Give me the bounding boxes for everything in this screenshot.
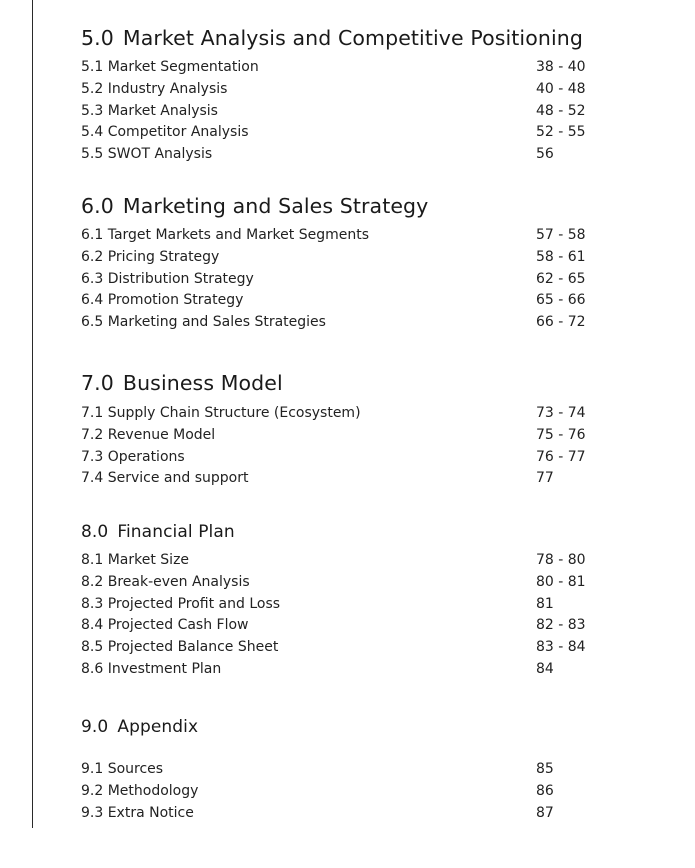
section-heading <box>81 522 601 542</box>
page-left-border <box>32 0 33 828</box>
section-entries <box>81 550 601 681</box>
entry-label: 8.6 Investment Plan <box>81 660 222 677</box>
toc-entry[interactable] <box>81 615 601 637</box>
entry-label: 7.1 Supply Chain Structure (Ecosystem) <box>81 405 361 421</box>
section-number: 5.0 <box>81 26 114 50</box>
toc-entry[interactable] <box>81 759 601 781</box>
toc-entry[interactable] <box>81 550 601 572</box>
section-heading <box>81 194 601 218</box>
entry-pages: 56 <box>536 146 554 163</box>
entry-label: 5.5 SWOT Analysis <box>81 146 213 163</box>
section-entries <box>81 759 601 824</box>
entry-label: 8.1 Market Size <box>81 552 190 568</box>
toc-entry[interactable] <box>81 447 601 469</box>
entry-pages: 78 - 80 <box>536 552 586 568</box>
toc-entry[interactable] <box>81 312 601 334</box>
entry-label: 8.2 Break-even Analysis <box>81 573 250 590</box>
entry-label: 9.3 Extra Notice <box>81 804 194 821</box>
entry-pages: 80 - 81 <box>536 573 586 590</box>
toc-entry[interactable] <box>81 122 601 144</box>
entry-label: 9.2 Methodology <box>81 782 199 799</box>
toc-entry[interactable] <box>81 101 601 123</box>
entry-label: 6.1 Target Markets and Market Segments <box>81 227 370 243</box>
entry-pages: 58 - 61 <box>536 248 586 265</box>
toc-section-7 <box>81 371 601 490</box>
section-title: Marketing and Sales Strategy <box>122 194 429 218</box>
toc-entry[interactable] <box>81 468 601 490</box>
toc-entry[interactable] <box>81 290 601 312</box>
toc-section-8 <box>81 522 601 681</box>
entry-label: 7.3 Operations <box>81 448 185 465</box>
section-entries <box>81 225 601 334</box>
entry-label: 5.1 Market Segmentation <box>81 59 259 75</box>
entry-pages: 87 <box>536 804 554 821</box>
entry-label: 6.5 Marketing and Sales Strategies <box>81 314 326 331</box>
toc-entry[interactable] <box>81 144 601 166</box>
toc-entry[interactable] <box>81 594 601 616</box>
toc-entry[interactable] <box>81 425 601 447</box>
entry-pages: 65 - 66 <box>536 292 586 309</box>
entry-label: 8.5 Projected Balance Sheet <box>81 639 279 656</box>
entry-label: 5.4 Competitor Analysis <box>81 124 249 141</box>
section-title: Financial Plan <box>117 522 235 542</box>
entry-label: 5.2 Industry Analysis <box>81 80 228 97</box>
entry-label: 8.3 Projected Profit and Loss <box>81 595 281 612</box>
entry-pages: 62 - 65 <box>536 270 586 287</box>
section-number: 7.0 <box>81 371 114 395</box>
toc-entry[interactable] <box>81 79 601 101</box>
section-title: Market Analysis and Competitive Positioning <box>122 26 583 50</box>
entry-label: 6.2 Pricing Strategy <box>81 248 220 265</box>
toc-entry[interactable] <box>81 269 601 291</box>
section-entries <box>81 57 601 166</box>
entry-pages: 48 - 52 <box>536 102 586 119</box>
entry-pages: 73 - 74 <box>536 405 586 421</box>
entry-pages: 86 <box>536 782 554 799</box>
section-title: Business Model <box>122 371 283 395</box>
entry-pages: 82 - 83 <box>536 617 586 634</box>
toc-entry[interactable] <box>81 637 601 659</box>
entry-pages: 81 <box>536 595 554 612</box>
section-number: 9.0 <box>81 717 109 737</box>
entry-pages: 76 - 77 <box>536 448 586 465</box>
section-number: 8.0 <box>81 522 109 542</box>
toc-entry[interactable] <box>81 247 601 269</box>
toc-section-5 <box>81 26 601 166</box>
toc-entry[interactable] <box>81 572 601 594</box>
entry-pages: 85 <box>536 761 554 777</box>
entry-pages: 75 - 76 <box>536 426 586 443</box>
entry-label: 6.4 Promotion Strategy <box>81 292 244 309</box>
entry-pages: 38 - 40 <box>536 59 586 75</box>
toc-entry[interactable] <box>81 803 601 825</box>
toc-entry[interactable] <box>81 781 601 803</box>
entry-pages: 84 <box>536 660 554 677</box>
section-heading <box>81 717 601 737</box>
section-number: 6.0 <box>81 194 114 218</box>
section-heading <box>81 26 601 50</box>
entry-pages: 77 <box>536 470 554 487</box>
entry-label: 9.1 Sources <box>81 761 164 777</box>
entry-label: 8.4 Projected Cash Flow <box>81 617 249 634</box>
entry-label: 7.2 Revenue Model <box>81 426 216 443</box>
toc-entry[interactable] <box>81 225 601 247</box>
entry-label: 7.4 Service and support <box>81 470 249 487</box>
entry-label: 5.3 Market Analysis <box>81 102 218 119</box>
toc-entry[interactable] <box>81 403 601 425</box>
section-heading <box>81 371 601 395</box>
toc-entry[interactable] <box>81 57 601 79</box>
entry-pages: 57 - 58 <box>536 227 586 243</box>
entry-pages: 52 - 55 <box>536 124 586 141</box>
entry-pages: 40 - 48 <box>536 80 586 97</box>
toc-entry[interactable] <box>81 659 601 681</box>
section-title: Appendix <box>117 717 199 737</box>
toc-section-6 <box>81 194 601 334</box>
section-entries <box>81 403 601 490</box>
entry-label: 6.3 Distribution Strategy <box>81 270 254 287</box>
entry-pages: 83 - 84 <box>536 639 586 656</box>
entry-pages: 66 - 72 <box>536 314 586 331</box>
toc-section-9 <box>81 717 601 824</box>
